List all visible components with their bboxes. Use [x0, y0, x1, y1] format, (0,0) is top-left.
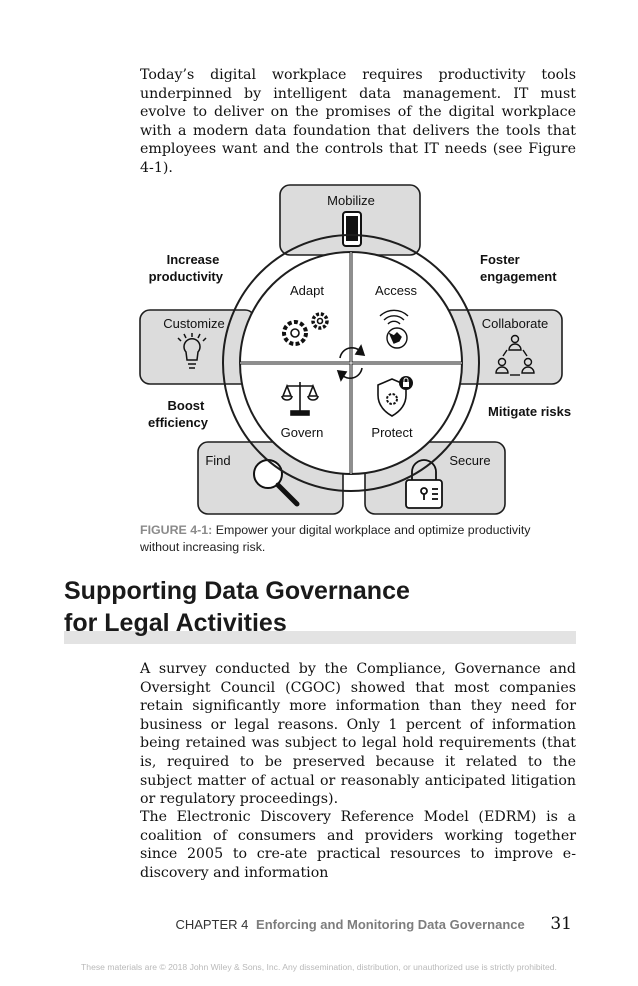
- label-boost-line1: Boost: [167, 398, 205, 413]
- edrm-paragraph: The Electronic Discovery Reference Model (EDRM) is a coalition of consumers and providers working together since 2005 to cre-ate practical resources to improve e-discovery and information: [140, 809, 576, 881]
- heading-line1: Supporting Data Governance: [64, 577, 410, 605]
- box-label-collaborate: Collaborate: [481, 316, 549, 331]
- survey-paragraph: A survey conducted by the Compliance, Governance and Oversight Council (CGOC) showed that most companies retain significantly more information than they need for business or legal reasons. Only 1 percent of information being retained was subject to legal hold requirements (that is, required to be preserved because it related to the subject matter of actual or reasonably anticipated litigation or regulatory proceedings).: [140, 661, 576, 808]
- box-label-find: Find: [205, 453, 231, 468]
- label-foster-line2: engagement: [480, 269, 557, 284]
- label-foster-engagement: [480, 252, 557, 284]
- quadrant-label-govern: Govern: [280, 425, 324, 440]
- figure-diagram: [0, 180, 638, 520]
- label-mitigate-risks: Mitigate risks: [488, 404, 572, 419]
- quadrant-label-adapt: Adapt: [290, 283, 324, 298]
- label-increase-productivity: [149, 252, 224, 284]
- label-foster-line1: Foster: [480, 252, 520, 267]
- section-heading: [64, 575, 576, 639]
- footer-chapter: CHAPTER 4: [175, 917, 249, 932]
- intro-paragraph: Today’s digital workplace requires productivity tools underpinned by intelligent data management. IT must evolve to deliver on the promises of the digital workplace with a modern data foundation that delivers the tools that employees want and the controls that IT needs (see Figure 4-1).: [140, 67, 576, 176]
- caption-line1: Empower your digital workplace and optimize productivity: [215, 523, 531, 537]
- label-boost-efficiency: [148, 398, 209, 430]
- heading-line2: for Legal Activities: [64, 609, 287, 637]
- caption-line2: without increasing risk.: [140, 539, 266, 554]
- box-label-mobilize: Mobilize: [327, 193, 375, 208]
- quadrant-label-protect: Protect: [371, 425, 413, 440]
- legal-notice: These materials are © 2018 John Wiley & Sons, Inc. Any dissemination, distribution, or unauthorized use is strictly prohibited.: [81, 962, 557, 972]
- label-increase-line2: productivity: [148, 269, 223, 284]
- box-customize: [140, 310, 255, 384]
- smartphone-icon: [343, 212, 361, 246]
- caption-label: FIGURE 4-1:: [140, 523, 213, 537]
- label-increase-line1: Increase: [166, 252, 220, 267]
- box-label-secure: Secure: [449, 453, 491, 468]
- box-label-customize: Customize: [163, 316, 225, 331]
- page-footer: [175, 914, 572, 934]
- page-number: 31: [550, 914, 572, 934]
- quadrant-label-access: Access: [375, 283, 417, 298]
- figure-caption: [140, 522, 560, 555]
- label-boost-line2: efficiency: [148, 415, 208, 430]
- footer-chapter-title: Enforcing and Monitoring Data Governance: [256, 917, 525, 932]
